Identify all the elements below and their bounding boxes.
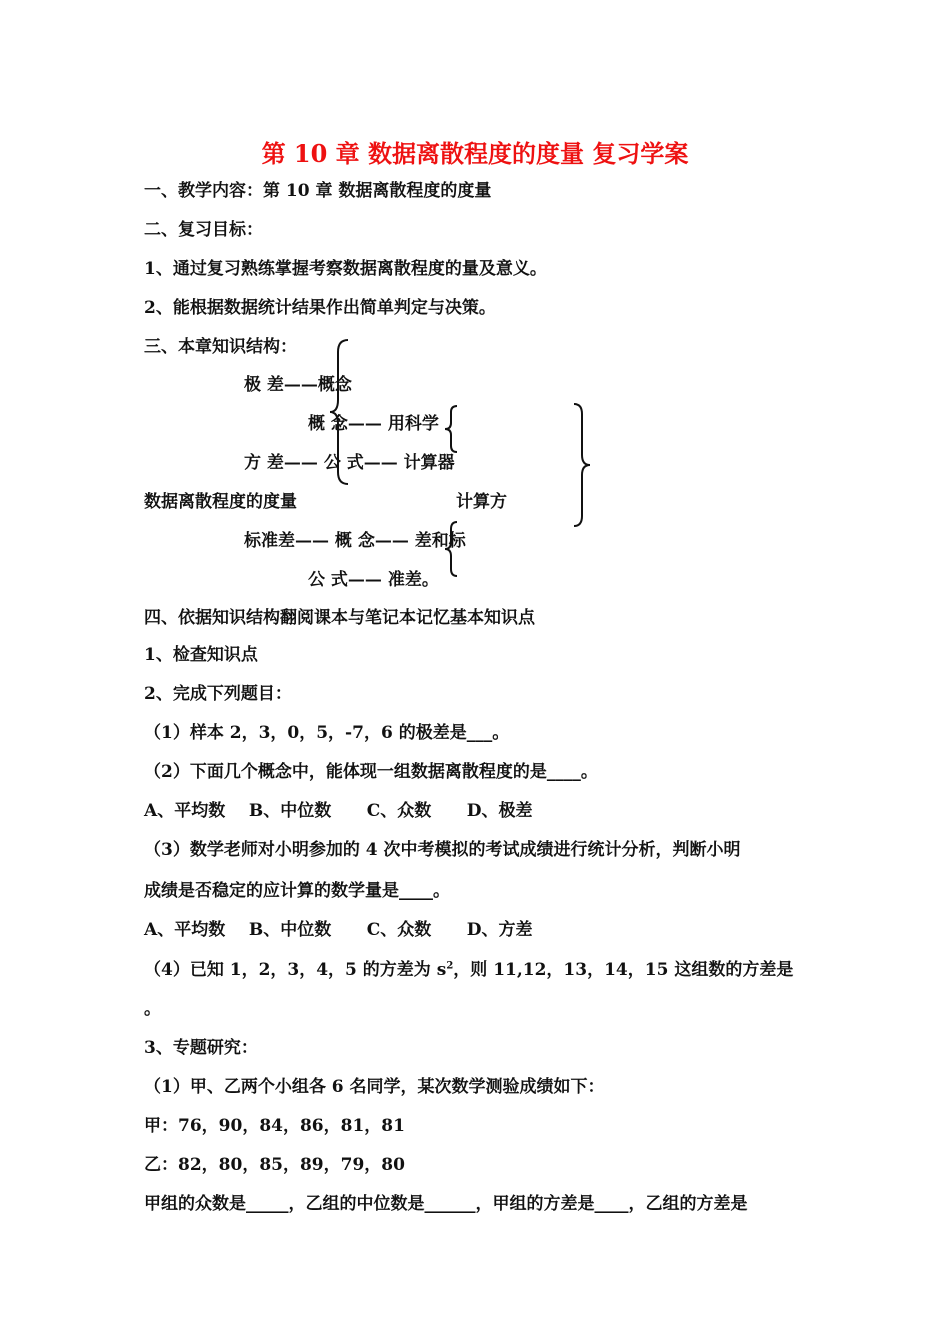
structure-std-dev: 标准差—— 概 念—— 差和标 <box>244 531 466 551</box>
question-1: （1）样本 2，3，0，5，-7，6 的极差是___。 <box>144 723 510 743</box>
goal-2: 2、能根据数据统计结果作出简单判定与决策。 <box>144 298 496 318</box>
left-brace-icon <box>328 338 352 486</box>
step-2: 2、完成下列题目： <box>144 684 292 704</box>
section-review-method: 四、依据知识结构翻阅课本与笔记本记忆基本知识点 <box>144 608 535 628</box>
question-4-end: 。 <box>144 999 161 1019</box>
goal-1: 1、通过复习熟练掌握考察数据离散程度的量及意义。 <box>144 259 547 279</box>
question-4 <box>144 955 793 980</box>
question-2: （2）下面几个概念中，能体现一组数据离散程度的是____。 <box>144 762 598 782</box>
question-3-line-1: （3）数学老师对小明参加的 4 次中考模拟的考试成绩进行统计分析，判断小明 <box>144 840 741 860</box>
step-3: 3、专题研究： <box>144 1038 258 1058</box>
group-jia-scores: 甲：76，90，84，86，81，81 <box>144 1116 405 1136</box>
structure-concept: 概 念—— 用科学 <box>308 414 439 434</box>
left-brace-icon <box>443 520 459 578</box>
question-4-text: （4）已知 1，2，3，4，5 的方差为 s <box>144 960 447 980</box>
section-review-goals: 二、复习目标： <box>144 220 263 240</box>
section-knowledge-structure: 三、本章知识结构： <box>144 337 297 357</box>
right-brace-icon <box>570 402 592 528</box>
problem-1-blanks: 甲组的众数是_____，乙组的中位数是______，甲组的方差是____，乙组的方差是 <box>144 1194 748 1214</box>
question-3-line-2: 成绩是否稳定的应计算的数学量是____。 <box>144 881 450 901</box>
structure-calc: 计算方 <box>456 492 507 512</box>
question-2-options: A、平均数 B、中位数 C、众数 D、极差 <box>144 801 533 821</box>
structure-variance: 方 差—— 公 式—— 计算器 <box>244 453 455 473</box>
left-brace-icon <box>443 404 459 454</box>
problem-1: （1）甲、乙两个小组各 6 名同学，某次数学测验成绩如下： <box>144 1077 605 1097</box>
question-4-text-end: ，则 11,12，13，14，15 这组数的方差是 <box>453 960 794 980</box>
structure-range: 极 差——概念 <box>244 375 352 395</box>
step-1: 1、检查知识点 <box>144 645 258 665</box>
group-yi-scores: 乙：82，80，85，89，79，80 <box>144 1155 405 1175</box>
section-teaching-content: 一、教学内容：第 10 章 数据离散程度的度量 <box>144 181 492 201</box>
structure-root: 数据离散程度的度量 <box>144 492 297 512</box>
structure-formula: 公 式—— 准差。 <box>308 570 439 590</box>
question-3-options: A、平均数 B、中位数 C、众数 D、方差 <box>144 920 533 940</box>
superscript: 2 <box>446 960 454 972</box>
page-title: 第 10 章 数据离散程度的度量 复习学案 <box>261 139 689 168</box>
